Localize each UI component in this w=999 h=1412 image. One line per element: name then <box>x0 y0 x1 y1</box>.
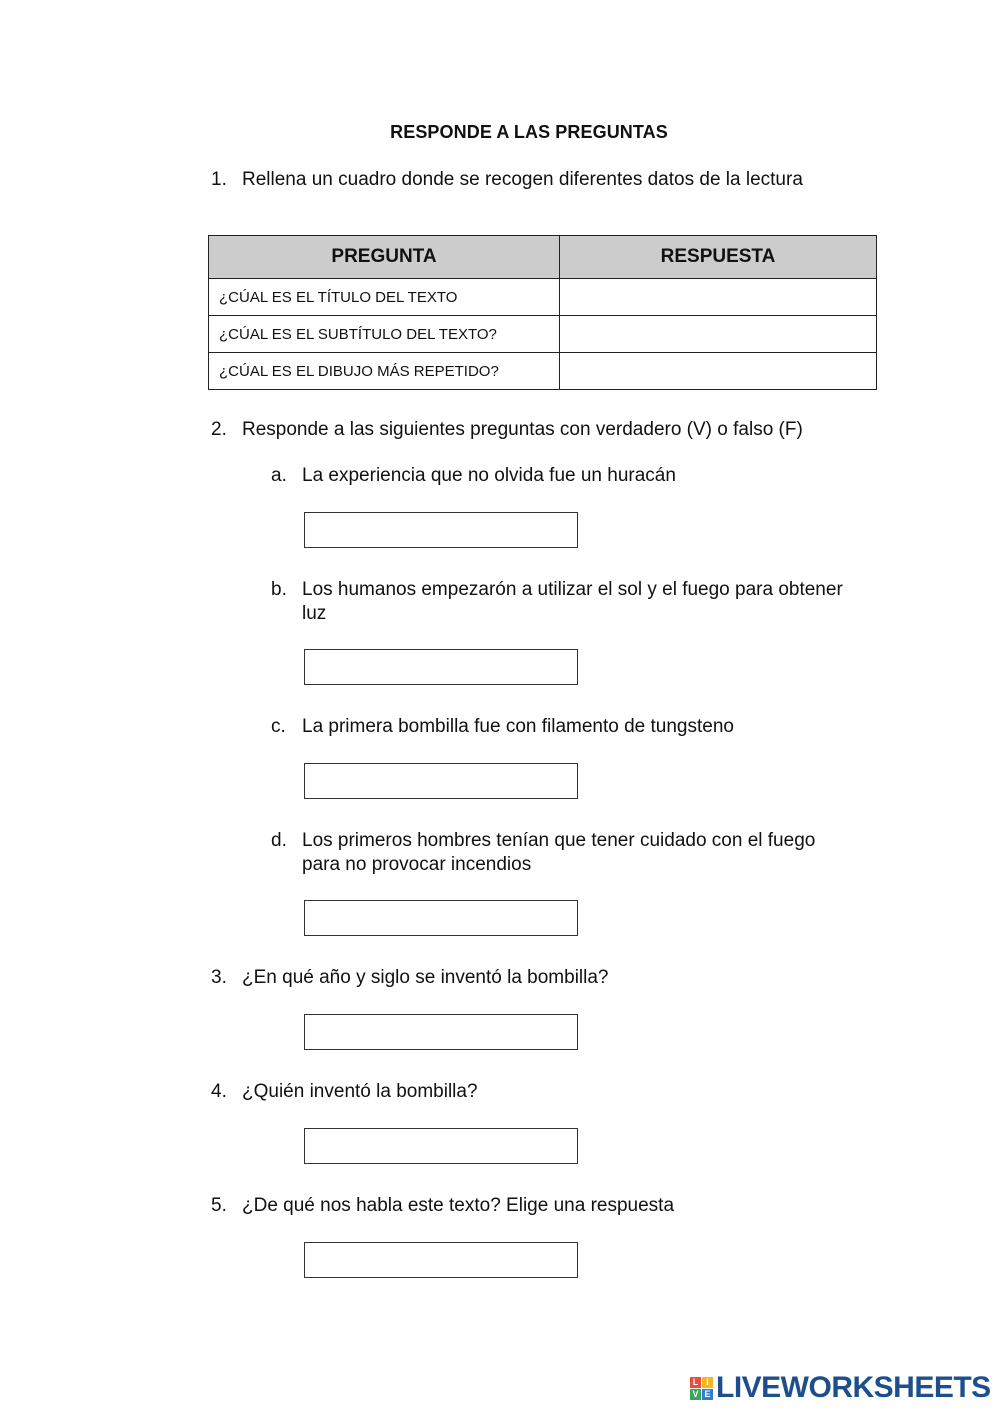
sub-item-a-letter: a. <box>271 465 287 486</box>
page-title: RESPONDE A LAS PREGUNTAS <box>390 122 668 142</box>
table-row <box>209 279 877 316</box>
data-table <box>208 235 877 390</box>
table-header-respuesta: RESPUESTA <box>560 236 877 279</box>
sub-item-d-text <box>302 829 892 877</box>
liveworksheets-logo <box>690 1370 991 1406</box>
table-row-answer-cell[interactable] <box>560 316 877 353</box>
sub-item-c-letter: c. <box>271 716 286 737</box>
table-header-row <box>209 236 877 279</box>
sub-item-d-letter: d. <box>271 830 287 851</box>
sub-item-a-line1: La experiencia que no olvida fue un huracán <box>302 465 676 486</box>
question-2-number: 2. <box>211 419 227 440</box>
sub-item-d-line1: Los primeros hombres tenían que tener cuidado con el fuego <box>302 830 816 851</box>
table-row-answer-cell[interactable] <box>560 353 877 390</box>
question-4-number: 4. <box>211 1081 227 1102</box>
table-row-question: ¿CÚAL ES EL SUBTÍTULO DEL TEXTO? <box>209 316 560 353</box>
logo-mark-letter-v: V <box>690 1389 701 1400</box>
question-1-number: 1. <box>211 169 227 190</box>
answer-input-2d[interactable] <box>304 900 578 936</box>
sub-item-b-line1: Los humanos empezarón a utilizar el sol y el fuego para obtener <box>302 579 843 600</box>
logo-mark-letter-i: I <box>702 1377 713 1388</box>
sub-item-a-text <box>302 464 892 488</box>
table-row-question: ¿CÚAL ES EL DIBUJO MÁS REPETIDO? <box>209 353 560 390</box>
logo-mark-letter-l: L <box>690 1377 701 1388</box>
logo-mark-icon <box>690 1377 713 1400</box>
sub-item-c-line1: La primera bombilla fue con filamento de tungsteno <box>302 716 734 737</box>
answer-input-2b[interactable] <box>304 649 578 685</box>
table-row-question: ¿CÚAL ES EL TÍTULO DEL TEXTO <box>209 279 560 316</box>
table-row <box>209 316 877 353</box>
answer-input-2a[interactable] <box>304 512 578 548</box>
answer-input-3[interactable] <box>304 1014 578 1050</box>
question-2-text: Responde a las siguientes preguntas con verdadero (V) o falso (F) <box>242 419 803 440</box>
question-3-text: ¿En qué año y siglo se inventó la bombilla? <box>242 967 609 988</box>
answer-input-2c[interactable] <box>304 763 578 799</box>
table-row-answer-cell[interactable] <box>560 279 877 316</box>
logo-mark-letter-e: E <box>702 1389 713 1400</box>
question-5-number: 5. <box>211 1195 227 1216</box>
answer-input-4[interactable] <box>304 1128 578 1164</box>
answer-input-5[interactable] <box>304 1242 578 1278</box>
table-row <box>209 353 877 390</box>
sub-item-b-line2: luz <box>302 603 327 624</box>
sub-item-c-text <box>302 715 892 739</box>
question-3-number: 3. <box>211 967 227 988</box>
table-header-pregunta: PREGUNTA <box>209 236 560 279</box>
sub-item-b-text <box>302 578 892 626</box>
logo-text: LIVEWORKSHEETS <box>716 1371 991 1404</box>
sub-item-d-line2: para no provocar incendios <box>302 854 532 875</box>
question-5-text: ¿De qué nos habla este texto? Elige una respuesta <box>242 1195 675 1216</box>
question-1-text: Rellena un cuadro donde se recogen diferentes datos de la lectura <box>242 169 803 190</box>
question-4-text: ¿Quién inventó la bombilla? <box>242 1081 478 1102</box>
sub-item-b-letter: b. <box>271 579 287 600</box>
